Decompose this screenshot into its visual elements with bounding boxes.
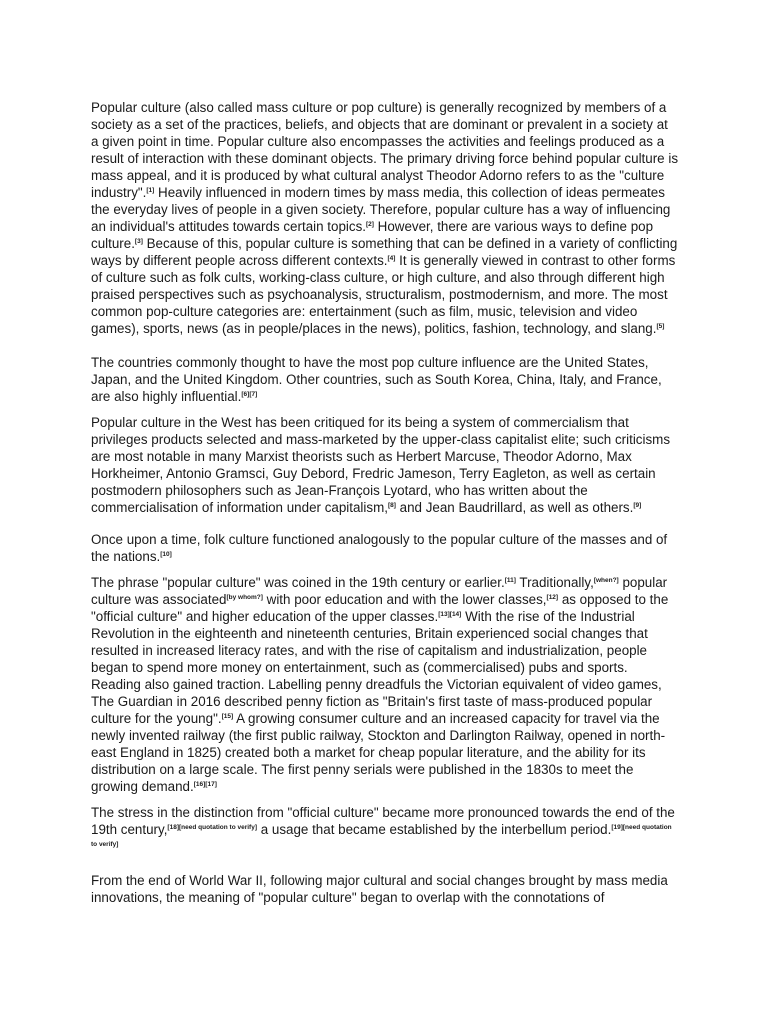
citation-link[interactable]: [16][17] (193, 781, 217, 788)
citation-link[interactable]: [15] (221, 713, 234, 720)
paragraph-definition (91, 99, 678, 337)
citation-link[interactable]: [2] (365, 221, 374, 228)
citation-link[interactable]: [10] (160, 551, 172, 558)
paragraph-critique (91, 414, 678, 516)
text-run: With the rise of the Industrial Revolution in the eighteenth and nineteenth centuries, Britain experienced social changes that resulted in increased literacy rates, and with the rise of capitalism and industrialization, people began to spend more money on entertainment, such as (commercialised) pubs and sports. Reading also gained traction. Labelling penny dreadfuls the Victorian equivalent of video games, The Guardian in 2016 described penny fiction as "Britain's first taste of mass-produced popular culture for the young". (91, 609, 662, 726)
paragraph-official-culture (91, 804, 678, 855)
citation-link[interactable]: [1] (146, 187, 155, 194)
text-run: Because of this, popular culture is something that can be defined in a variety of conflicting ways by different people across different contexts. (91, 236, 678, 268)
text-run: The phrase "popular culture" was coined in the 19th century or earlier. (91, 575, 505, 590)
citation-link[interactable]: [6][7] (241, 391, 258, 398)
text-run: Once upon a time, folk culture functioned analogously to the popular culture of the masses and of the nations. (91, 532, 668, 564)
citation-link[interactable]: [18][need quotation to verify] (167, 824, 257, 831)
text-run: Heavily influenced in modern times by mass media, this collection of ideas permeates the everyday lives of people in a given society. Therefore, popular culture has a way of influencing an individual's attitudes towards certain topics. (91, 185, 671, 234)
citation-link[interactable]: [11] (504, 577, 516, 584)
citation-link[interactable]: [3] (134, 238, 143, 245)
text-run: Popular culture in the West has been critiqued for its being a system of commercialism that privileges products selected and mass-marketed by the upper-class capitalist elite; such criticisms are most notable in many Marxist theorists such as Herbert Marcuse, Theodor Adorno, Max Horkheimer, Antonio Gramsci, Guy Debord, Fredric Jameson, Terry Eagleton, as well as certain postmodern philosophers such as Jean-François Lyotard, who has written about the commercialisation of information under capitalism, (91, 415, 671, 515)
paragraph-history (91, 574, 678, 795)
text-run: It is generally viewed in contrast to other forms of culture such as folk cults, working-class culture, or high culture, and also through different high praised perspectives such as psychoanalysis, structuralism, postmodernism, and more. The most common pop-culture categories are: entertainment (such as film, music, television and video games), sports, news (as in people/places in the news), politics, fashion, technology, and slang. (91, 253, 676, 336)
text-run: From the end of World War II, following major cultural and social changes brought by mass media innovations, the meaning of "popular culture" began to overlap with the connotations of (91, 873, 668, 905)
citation-link[interactable]: [13][14] (438, 611, 462, 618)
citation-link[interactable]: [4] (387, 255, 396, 262)
text-run: popular culture was associated (91, 575, 668, 607)
citation-link[interactable]: [5] (656, 323, 665, 330)
text-run: Popular culture (also called mass culture or pop culture) is generally recognized by members of a society as a set of the practices, beliefs, and objects that are dominant or prevalent in a society at a given point in time. Popular culture also encompasses the activities and feelings produced as a result of interaction with these dominant objects. The primary driving force behind popular culture is mass appeal, and it is produced by what cultural analyst Theodor Adorno refers to as the "culture industry". (91, 100, 679, 200)
citation-link[interactable]: [19][need quotation to verify] (91, 824, 672, 848)
text-run: as opposed to the "official culture" and higher education of the upper classes. (91, 592, 669, 624)
text-run: a usage that became established by the interbellum period. (256, 822, 612, 837)
article-body (91, 99, 678, 906)
paragraph-countries (91, 354, 678, 405)
paragraph-folk-culture (91, 531, 678, 565)
citation-link[interactable]: [12] (546, 594, 559, 601)
paragraph-post-war (91, 872, 678, 906)
text-run: and Jean Baudrillard, as well as others. (395, 500, 634, 515)
citation-link[interactable]: [9] (633, 502, 642, 509)
text-run: However, there are various ways to define pop culture. (91, 219, 654, 251)
citation-link[interactable]: [by whom?] (226, 594, 263, 601)
citation-link[interactable]: [when?] (593, 577, 619, 584)
text-run: A growing consumer culture and an increased capacity for travel via the newly invented railway (the first public railway, Stockton and Darlington Railway, opened in north-east England in 1825) created both a market for cheap popular literature, and the ability for its distribution on a large scale. The first penny serials were published in the 1830s to meet the growing demand. (91, 711, 666, 794)
text-run: The countries commonly thought to have the most pop culture influence are the United States, Japan, and the United Kingdom. Other countries, such as South Korea, China, Italy, and France, are also highly influential. (91, 355, 662, 404)
text-run: with poor education and with the lower classes, (262, 592, 547, 607)
citation-link[interactable]: [8] (387, 502, 396, 509)
text-run: Traditionally, (515, 575, 594, 590)
text-run: The stress in the distinction from "official culture" became more pronounced towards the end of the 19th century, (91, 805, 675, 837)
